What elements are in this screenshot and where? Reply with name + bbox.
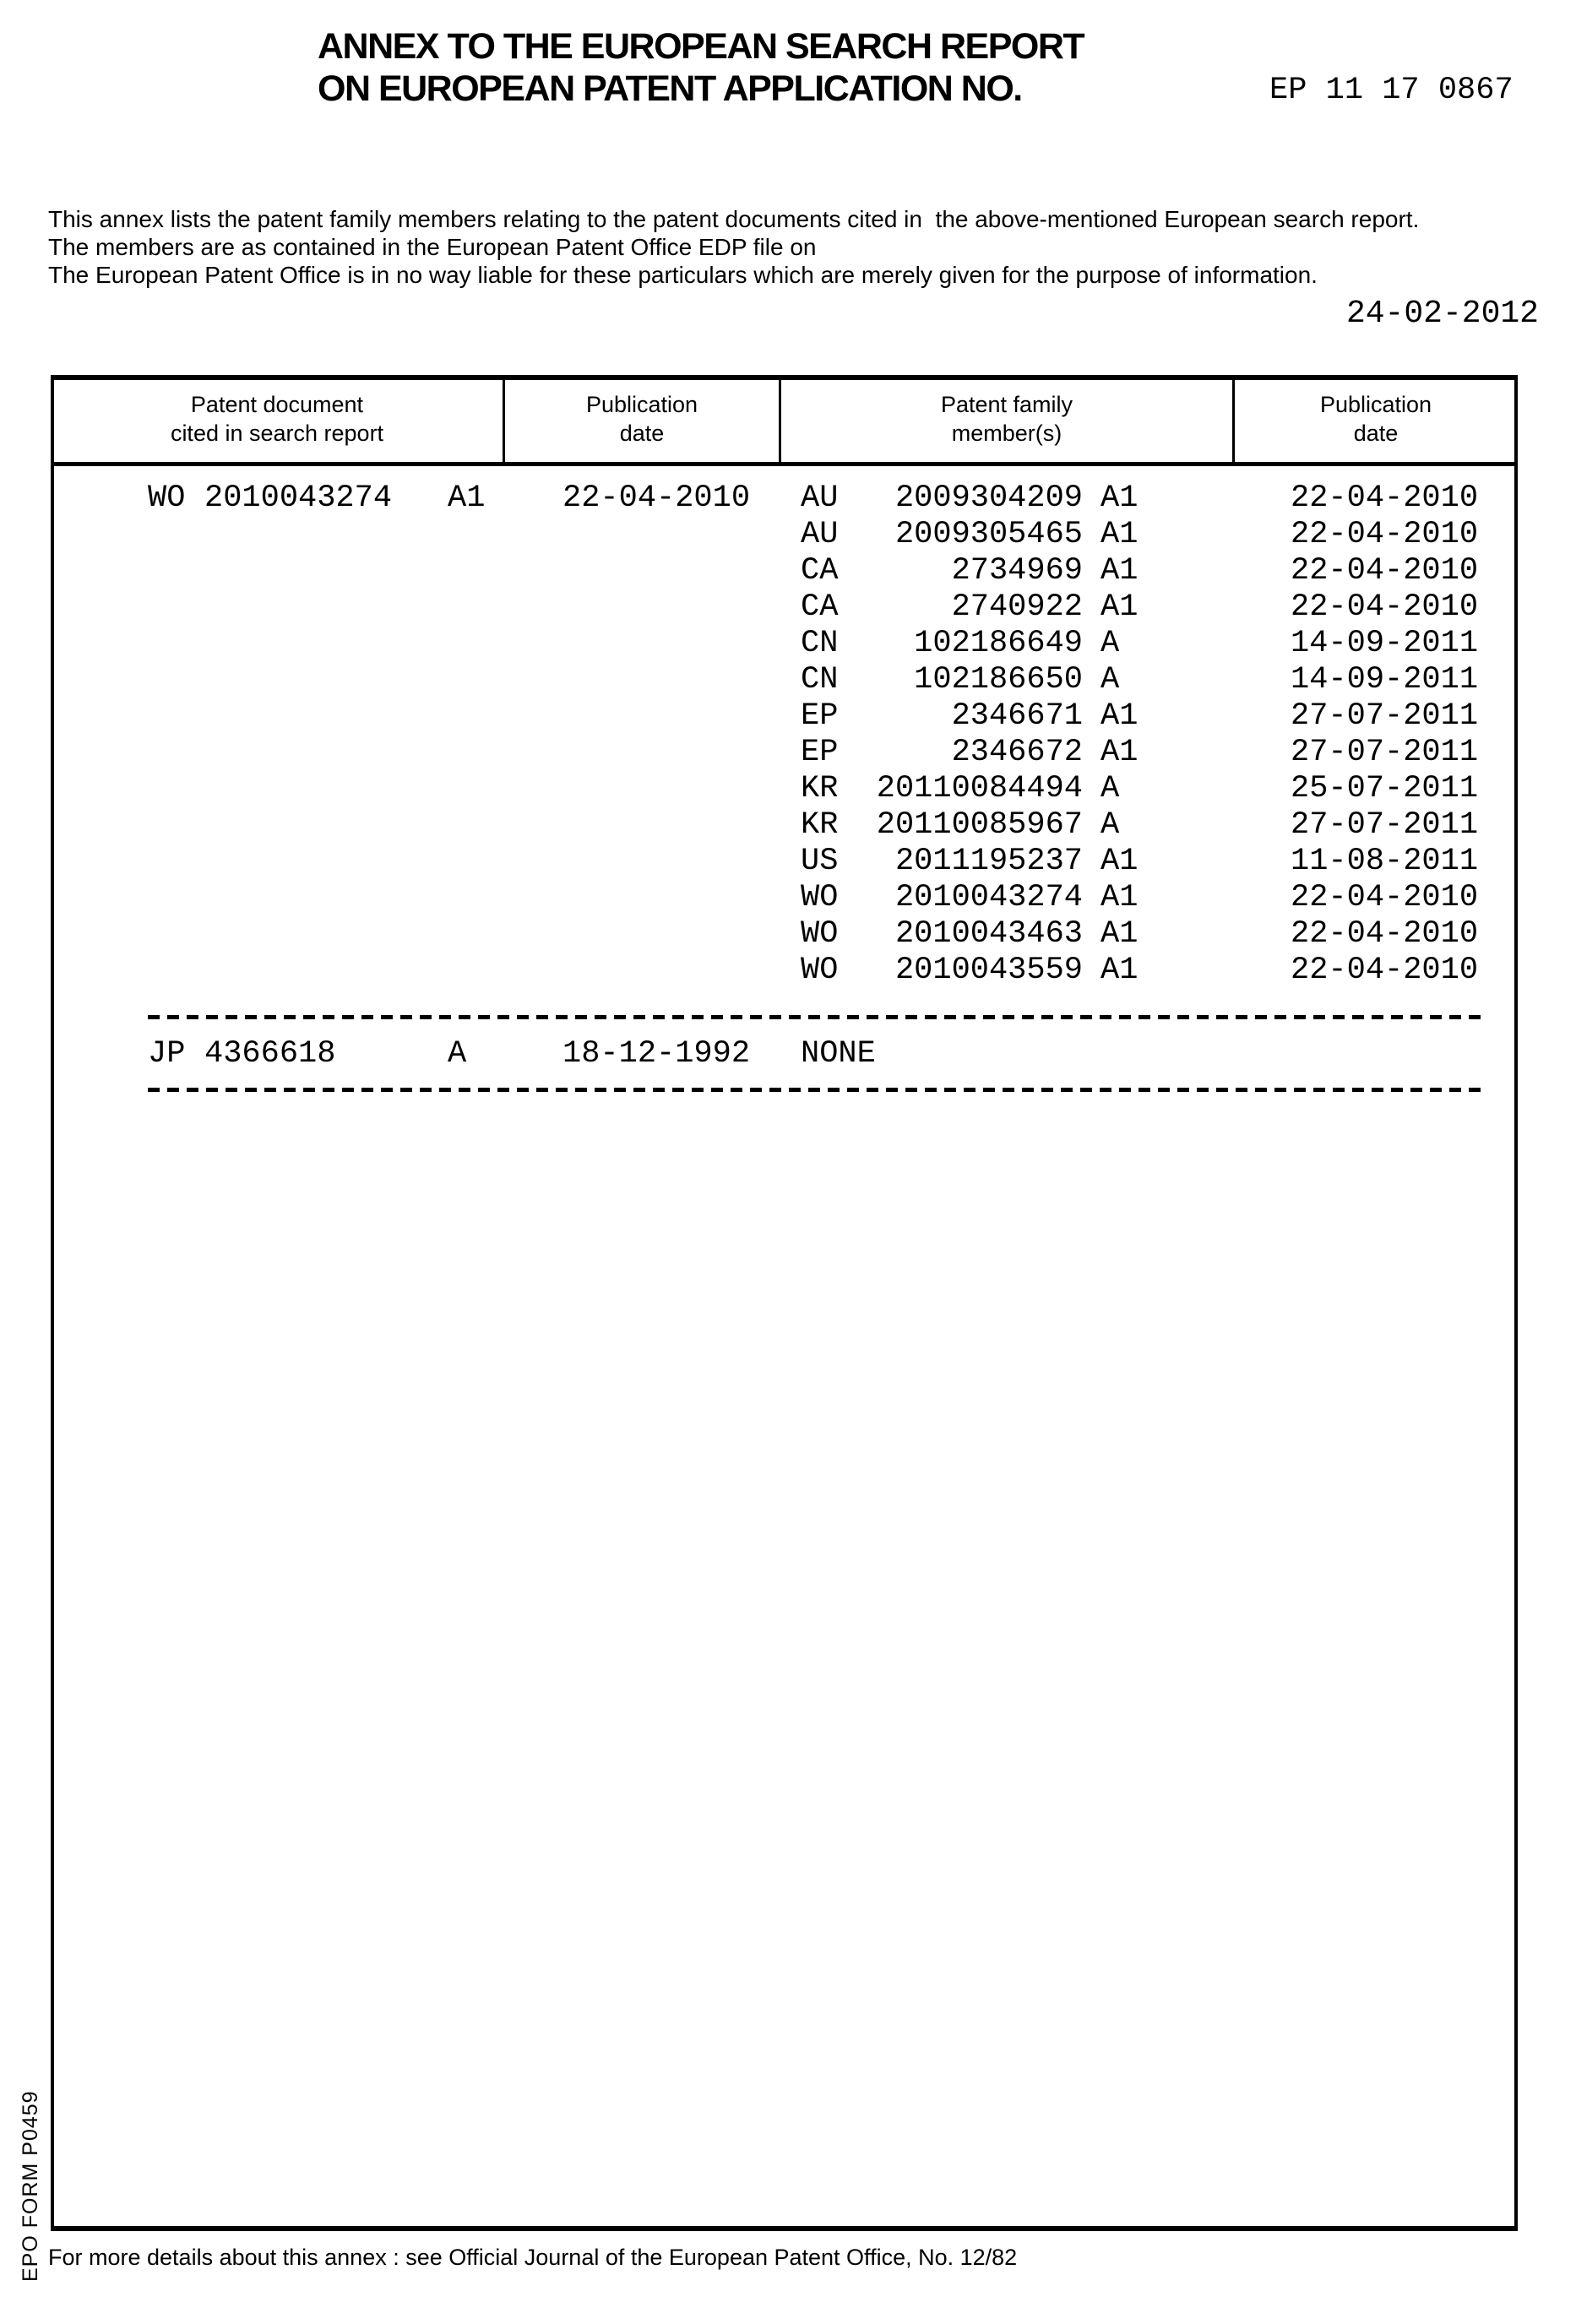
intro-text [48,205,1419,289]
family-member-number: 2346672 [951,735,1083,770]
family-member-country: WO [801,916,839,952]
column-divider-1 [503,380,505,462]
cited-document-number: 2010043274 [204,481,393,516]
family-member-publication-date: 22-04-2010 [1291,481,1479,516]
column-divider-2 [779,380,781,462]
family-member-publication-date: 27-07-2011 [1291,698,1479,734]
family-member-publication-date: 22-04-2010 [1291,553,1479,589]
family-member-kind: A [1100,626,1120,661]
intro-line-2: The members are as contained in the European Patent Office EDP file on [48,234,817,260]
family-member-country: KR [801,771,839,806]
family-member-number: 20110084494 [876,771,1083,806]
family-member-kind: A1 [1100,916,1139,952]
cited-document-kind: A1 [448,481,486,516]
family-member-kind: A1 [1100,589,1139,625]
column-header-text: Patent family [940,392,1073,417]
family-member-publication-date: 14-09-2011 [1291,662,1479,698]
family-member-number: 2734969 [951,553,1083,589]
family-member-number: 2740922 [951,589,1083,625]
intro-line-3: The European Patent Office is in no way liable for these particulars which are merely given for the purpose of information. [48,262,1318,288]
column-header-text: date [1353,421,1399,446]
family-member-number: 102186649 [914,626,1083,661]
family-member-publication-date: 14-09-2011 [1291,626,1479,661]
family-member-kind: A1 [1100,735,1139,770]
family-member-country: AU [801,481,839,516]
family-member-country: US [801,844,839,879]
family-member-number: 2009305465 [894,517,1083,552]
family-member-country: EP [801,735,839,770]
family-member-kind: A [1100,807,1120,843]
family-member-country: CA [801,589,839,625]
family-member-kind: A1 [1100,698,1139,734]
cited-document-country: JP [148,1036,186,1072]
family-member-kind: A [1100,771,1120,806]
report-date: 24-02-2012 [1345,296,1539,332]
column-header-publication-date-1 [507,390,777,448]
cited-document-publication-date: 18-12-1992 [562,1036,751,1072]
family-member-kind: A1 [1100,481,1139,516]
family-member-country: WO [801,953,839,988]
application-number: EP 11 17 0867 [1269,73,1514,108]
column-header-text: date [619,421,665,446]
family-member-number: 2009304209 [894,481,1083,516]
column-header-text: cited in search report [170,421,384,446]
footer-note: For more details about this annex : see Official Journal of the European Patent Office, No. 12/82 [48,2245,1018,2270]
column-header-text: Patent document [190,392,364,417]
column-header-cited-document [54,390,500,448]
family-member-publication-date: 22-04-2010 [1291,880,1479,915]
family-member-publication-date: 11-08-2011 [1291,844,1479,879]
family-member-publication-date: 22-04-2010 [1291,517,1479,552]
intro-line-1: This annex lists the patent family members relating to the patent documents cited in the above-mentioned European search report. [48,206,1420,232]
report-title-line1: ANNEX TO THE EUROPEAN SEARCH REPORT [318,26,1084,67]
family-none-label: NONE [801,1036,876,1072]
family-member-number: 20110085967 [876,807,1083,843]
cited-document-number: 4366618 [204,1036,336,1072]
family-member-kind: A1 [1100,844,1139,879]
family-member-country: AU [801,517,839,552]
family-member-number: 102186650 [914,662,1083,698]
column-divider-3 [1232,380,1235,462]
cited-document-kind: A [448,1036,467,1072]
family-member-publication-date: 27-07-2011 [1291,807,1479,843]
entry-separator [148,1015,1481,1019]
family-member-number: 2011195237 [894,844,1083,879]
family-member-country: KR [801,807,839,843]
family-member-kind: A1 [1100,953,1139,988]
family-member-country: CN [801,626,839,661]
family-member-country: EP [801,698,839,734]
family-member-number: 2010043274 [894,880,1083,915]
column-header-text: member(s) [951,421,1062,446]
column-header-text: Publication [585,392,698,417]
family-member-number: 2010043559 [894,953,1083,988]
family-member-publication-date: 22-04-2010 [1291,916,1479,952]
entry-separator [148,1088,1481,1092]
family-member-country: WO [801,880,839,915]
family-member-publication-date: 25-07-2011 [1291,771,1479,806]
column-header-publication-date-2 [1237,390,1514,448]
cited-document-country: WO [148,481,186,516]
family-member-number: 2010043463 [894,916,1083,952]
family-member-publication-date: 27-07-2011 [1291,735,1479,770]
family-member-country: CA [801,553,839,589]
family-member-publication-date: 22-04-2010 [1291,953,1479,988]
family-member-kind: A [1100,662,1120,698]
epo-form-label: EPO FORM P0459 [19,2090,42,2282]
family-member-kind: A1 [1100,880,1139,915]
report-title-line2: ON EUROPEAN PATENT APPLICATION NO. [318,68,1022,109]
cited-document-publication-date: 22-04-2010 [562,481,751,516]
table-header-separator [51,462,1518,466]
family-member-kind: A1 [1100,553,1139,589]
column-header-patent-family [784,390,1230,448]
column-header-text: Publication [1319,392,1432,417]
family-member-country: CN [801,662,839,698]
family-member-kind: A1 [1100,517,1139,552]
family-member-publication-date: 22-04-2010 [1291,589,1479,625]
family-member-number: 2346671 [951,698,1083,734]
report-title [318,25,1084,110]
